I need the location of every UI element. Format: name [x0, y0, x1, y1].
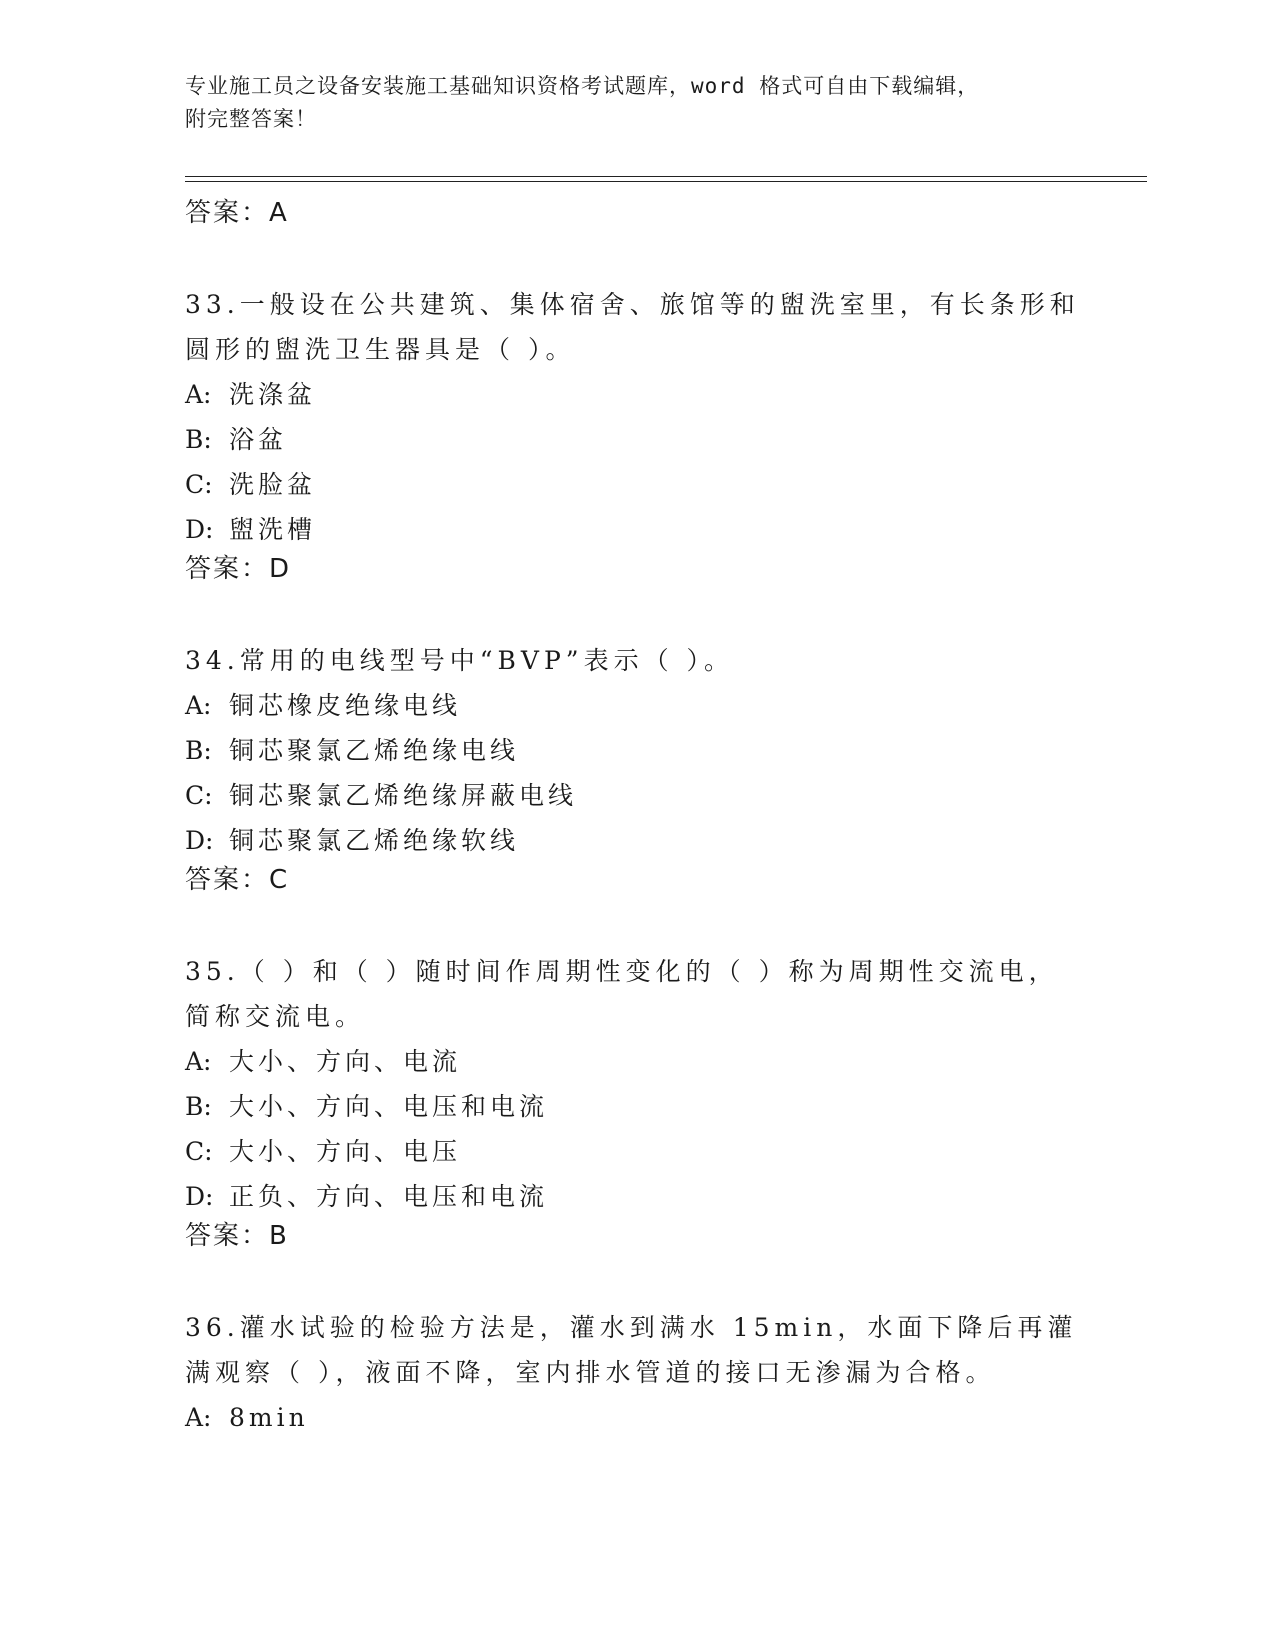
answer-option: [185, 773, 1085, 818]
answer-option: [185, 683, 1085, 728]
header-line-2: 附完整答案！: [185, 107, 317, 131]
question-stem: 35.（ ）和（ ）随时间作周期性变化的（ ）称为周期性交流电，简称交流电。: [185, 957, 1059, 1031]
answer-option: [185, 1084, 1085, 1129]
page-header: [185, 70, 1085, 136]
answer-line: 答案：A: [185, 198, 289, 228]
option-text: 大小、方向、电压和电流: [229, 1092, 549, 1121]
header-rule-bottom: [185, 181, 1147, 182]
option-letter: B:: [185, 1092, 212, 1121]
questions-container: [185, 282, 1085, 1440]
header-line-1: 专业施工员之设备安装施工基础知识资格考试题库，word 格式可自由下载编辑，: [185, 74, 980, 98]
option-letter: B:: [185, 425, 212, 454]
question-stem: 34.常用的电线型号中“BVP”表示（ ）。: [185, 646, 735, 675]
option-letter: A:: [185, 1403, 212, 1432]
answer-option: [185, 462, 1085, 507]
answer-option: [185, 507, 1085, 552]
question-block: [185, 1305, 1085, 1440]
option-letter: B:: [185, 736, 212, 765]
question-stem: 36.灌水试验的检验方法是，灌水到满水 15min，水面下降后再灌满观察（ ），液面不降，室内排水管道的接口无渗漏为合格。: [185, 1313, 1078, 1387]
option-letter: C:: [185, 470, 213, 499]
answer-option: [185, 728, 1085, 773]
question-block: [185, 949, 1085, 1253]
question-stem: 33.一般设在公共建筑、集体宿舍、旅馆等的盥洗室里，有长条形和圆形的盥洗卫生器具是（ ）。: [185, 290, 1080, 364]
answer-option: [185, 372, 1085, 417]
question-block: [185, 282, 1085, 586]
option-text: 正负、方向、电压和电流: [229, 1182, 549, 1211]
option-text: 洗涤盆: [229, 380, 317, 409]
answer-option: [185, 1039, 1085, 1084]
option-letter: C:: [185, 1137, 213, 1166]
question-block: [185, 638, 1085, 897]
option-text: 盥洗槽: [229, 515, 317, 544]
answer-option: [185, 818, 1085, 863]
answer-option: [185, 1129, 1085, 1174]
answer-line: 答案：D: [185, 554, 292, 584]
option-text: 铜芯聚氯乙烯绝缘软线: [229, 826, 520, 855]
header-rule-top: [185, 176, 1147, 177]
answer-option: [185, 1395, 1085, 1440]
option-text: 8min: [229, 1403, 309, 1432]
option-text: 大小、方向、电流: [229, 1047, 462, 1076]
option-text: 大小、方向、电压: [229, 1137, 462, 1166]
option-letter: D:: [185, 826, 214, 855]
option-text: 铜芯聚氯乙烯绝缘电线: [229, 736, 520, 765]
answer-line: 答案：C: [185, 865, 290, 895]
question-list: [185, 186, 1085, 1440]
answer-option: [185, 417, 1085, 462]
option-letter: D:: [185, 1182, 214, 1211]
option-text: 铜芯橡皮绝缘电线: [229, 691, 462, 720]
answer-line: 答案：B: [185, 1221, 289, 1251]
option-letter: A:: [185, 691, 212, 720]
option-text: 铜芯聚氯乙烯绝缘屏蔽电线: [229, 781, 578, 810]
option-letter: C:: [185, 781, 213, 810]
answer-option: [185, 1174, 1085, 1219]
option-letter: A:: [185, 380, 212, 409]
option-text: 洗脸盆: [229, 470, 317, 499]
option-text: 浴盆: [229, 425, 288, 454]
option-letter: D:: [185, 515, 214, 544]
option-letter: A:: [185, 1047, 212, 1076]
